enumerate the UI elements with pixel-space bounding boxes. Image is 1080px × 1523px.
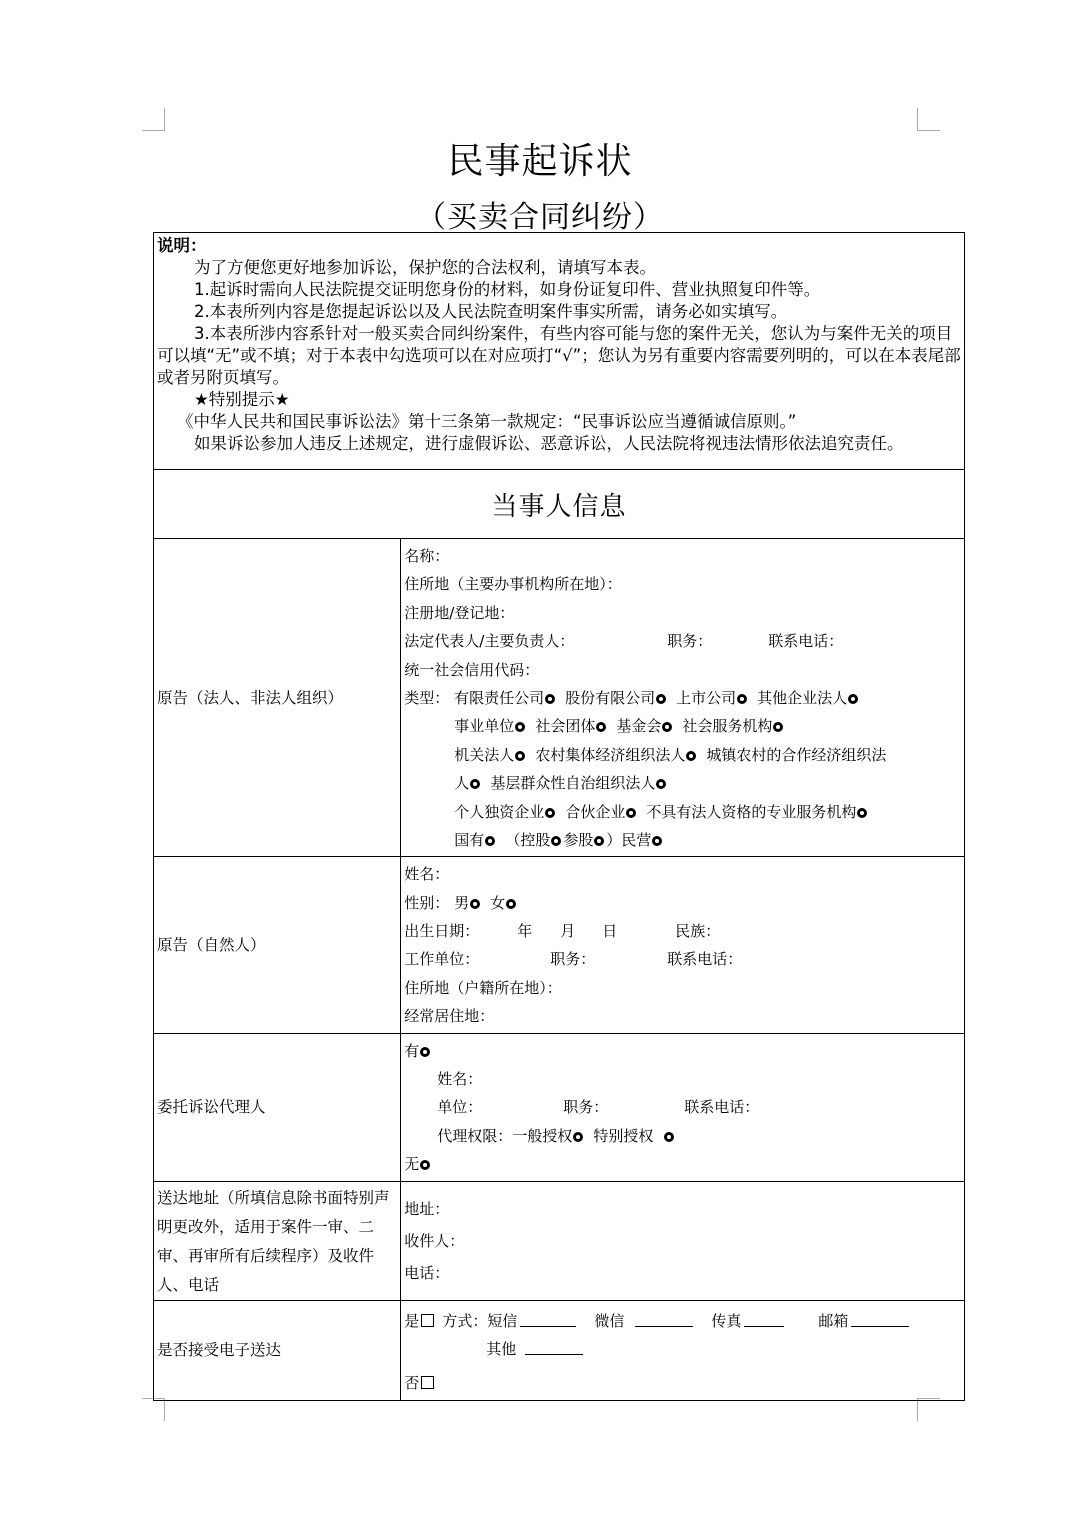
radio-circle-icon [664,1132,674,1142]
birth-date-field[interactable]: 出生日期： [404,922,480,941]
org-registered-field[interactable]: 注册地/登记地： [404,603,515,622]
person-birth-line [404,917,961,945]
plaintiff-person-row [154,857,965,1033]
radio-circle-icon [773,722,783,732]
birth-month-label: 月 [560,922,576,941]
radio-circle-icon [594,836,604,846]
agent-unit-field[interactable]: 单位： [437,1098,483,1117]
person-employer-line [404,945,961,973]
radio-circle-icon [848,694,858,704]
radio-circle-icon[interactable] [470,779,480,789]
checkbox-icon [421,1314,434,1327]
instructions [154,233,964,469]
employer-field[interactable]: 工作单位： [404,950,480,969]
other-method-field[interactable]: 其他 [486,1340,583,1358]
notes-heading: 说明： [157,236,207,255]
service-recipient-field[interactable]: 收件人： [404,1232,465,1251]
radio-circle-icon [857,808,867,818]
org-type-option[interactable]: 事业单位 [454,717,535,735]
radio-circle-icon [737,694,747,704]
org-type-option[interactable]: 其他企业法人 [757,689,868,707]
crop-mark-bottom-right [917,1398,940,1421]
electronic-other-line [404,1335,961,1363]
crop-mark-top-right [917,108,940,131]
plaintiff-person-fields [401,857,964,1032]
agent-position-field[interactable]: 职务： [563,1098,609,1117]
org-type-line-3 [404,741,961,769]
ethnicity-field[interactable]: 民族： [675,922,721,941]
agent-yes-option[interactable]: 有 [404,1037,961,1065]
agent-no-option[interactable]: 无 [404,1150,961,1178]
electronic-service-fields [401,1301,964,1400]
birth-day-label: 日 [602,922,618,941]
radio-circle-icon [506,899,516,909]
person-name-field[interactable]: 姓名： [404,865,450,884]
crop-mark-bottom-left [142,1398,165,1421]
org-type-label: 类型： [404,688,450,707]
radio-circle-icon [545,808,555,818]
checkbox-icon [421,1376,434,1389]
org-type-option[interactable]: 农村集体经济组织法人 [535,746,706,764]
org-type-option[interactable]: 股份有限公司 [565,689,676,707]
agent-row [154,1033,965,1181]
org-type-option[interactable]: 上市公司 [676,689,757,707]
electronic-service-row [154,1300,965,1400]
org-type-option[interactable]: 合伙企业 [565,803,646,821]
radio-circle-icon [573,1132,583,1142]
gender-label: 性别： [404,893,450,912]
org-legal-rep-line [404,627,961,655]
crop-mark-top-left [142,108,165,131]
org-type-option[interactable]: 不具有法人资格的专业服务机构 [646,803,877,821]
sms-field[interactable]: 短信 [487,1312,594,1330]
radio-circle-icon [485,836,495,846]
radio-circle-icon [626,808,636,818]
plaintiff-org-row [154,539,965,857]
notes-item-2: 2.本表所列内容是您提起诉讼以及人民法院查明案件事实所需，请务必如实填写。 [194,302,788,321]
legal-rep-position-field[interactable]: 职务： [667,632,713,651]
service-address-row [154,1181,965,1300]
gender-female-option[interactable]: 女 [490,894,526,912]
person-residence-field[interactable]: 经常居住地： [404,1007,495,1026]
agent-unit-line [404,1093,961,1121]
document-subtitle: （买卖合同纠纷） [416,200,664,235]
org-ownership-line [404,826,961,854]
org-type-option[interactable]: 基层群众性自治组织法人 [490,774,676,792]
radio-circle-icon [656,694,666,704]
org-type-option[interactable]: 社会服务机构 [682,717,793,735]
notes-item-1: 1.起诉时需向人民法院提交证明您身份的材料，如身份证复印件、营业执照复印件等。 [194,280,821,299]
special-authority-option[interactable]: 特别授权 [593,1127,684,1145]
service-address-fields [401,1190,964,1291]
electronic-yes-line [404,1307,961,1335]
org-credit-code-field[interactable]: 统一社会信用代码： [404,660,540,679]
electronic-service-label: 是否接受电子送达 [154,1300,401,1400]
legal-rep-phone-field[interactable]: 联系电话： [768,632,844,651]
org-type-line-1 [404,684,961,712]
person-position-field[interactable]: 职务： [550,950,596,969]
radio-circle-icon [551,836,561,846]
person-domicile-field[interactable]: 住所地（户籍所在地）： [404,978,562,997]
org-type-option[interactable]: 机关法人 [454,746,535,764]
plaintiff-org-label: 原告（法人、非法人组织） [154,539,401,857]
special-notice-heading: ★特别提示★ [194,390,290,409]
electronic-no-option[interactable]: 否 [404,1369,961,1397]
fax-field[interactable]: 传真 [711,1312,818,1330]
agent-name-field[interactable]: 姓名： [437,1070,483,1089]
birth-year-label: 年 [517,922,533,941]
radio-circle-icon [515,722,525,732]
electronic-yes-option[interactable]: 是 [404,1312,442,1330]
email-field[interactable]: 邮箱 [818,1312,909,1330]
ownership-private-option[interactable]: ）民营 [606,831,672,849]
org-address-field[interactable]: 住所地（主要办事机构所在地）： [404,575,622,594]
notes-item-3: 3.本表所涉内容系针对一般买卖合同纠纷案件，有些内容可能与您的案件无关，您认为与案件无关的项目可以填“无”或不填；对于本表中勾选项可以在对应项打“√”；您认为另有重要内容需要列明的，可以在本表尾部或者另附页填写。 [157,324,961,387]
gender-male-option[interactable]: 男 [454,894,490,912]
notes-row [154,233,965,470]
agent-fields [401,1034,964,1181]
complaint-form-table [153,232,965,1401]
org-type-option[interactable]: 基金会 [616,717,682,735]
radio-circle-icon [420,1047,430,1057]
radio-circle-icon [686,751,696,761]
ownership-holding-option[interactable]: （控股 [505,831,563,849]
ownership-state-option[interactable]: 国有 [454,831,505,849]
false-litigation-warning: 如果诉讼参加人违反上述规定，进行虚假诉讼、恶意诉讼，人民法院将视违法情形依法追究责任。 [194,434,904,453]
org-type-option[interactable]: 社会团体 [535,717,616,735]
person-phone-field[interactable]: 联系电话： [667,950,743,969]
radio-circle-icon [596,722,606,732]
method-label: 方式： [442,1311,488,1330]
radio-circle-icon [652,836,662,846]
agent-phone-field[interactable]: 联系电话： [684,1098,760,1117]
org-type-option[interactable]: 个人独资企业 [454,803,565,821]
party-section-title: 当事人信息 [154,470,965,539]
legal-rep-field[interactable]: 法定代表人/主要负责人： [404,632,575,651]
radio-circle-icon [470,899,480,909]
org-type-continuation: 人 [454,774,470,793]
radio-circle-icon [420,1160,430,1170]
org-type-option[interactable]: 有限责任公司 [454,689,565,707]
document-title: 民事起诉状 [447,141,633,182]
service-address-field[interactable]: 地址： [404,1200,450,1219]
person-gender-line [404,889,961,917]
radio-circle-icon [656,779,666,789]
law-citation: 《中华人民共和国民事诉讼法》第十三条第一款规定：“民事诉讼应当遵循诚信原则。” [177,412,797,431]
agent-label: 委托诉讼代理人 [154,1033,401,1181]
org-type-line-2 [404,712,961,740]
authority-label: 代理权限： [437,1126,513,1145]
org-type-line-4 [404,769,961,797]
plaintiff-person-label: 原告（自然人） [154,857,401,1033]
org-name-field[interactable]: 名称： [404,547,450,565]
notes-intro: 为了方便您更好地参加诉讼，保护您的合法权利，请填写本表。 [194,258,656,277]
service-address-label: 送达地址（所填信息除书面特别声明更改外，适用于案件一审、二审、再审所有后续程序）及收件人、电话 [154,1181,401,1300]
radio-circle-icon [515,751,525,761]
org-type-line-5 [404,798,961,826]
plaintiff-org-fields [401,539,964,856]
ownership-stake-option[interactable]: 参股 [563,831,606,849]
radio-circle-icon [662,722,672,732]
wechat-field[interactable]: 微信 [594,1312,711,1330]
org-type-option-text[interactable]: 城镇农村的合作经济组织法 [706,745,887,764]
radio-circle-icon [545,694,555,704]
party-section-header-row [154,470,965,539]
service-phone-field[interactable]: 电话： [404,1264,450,1283]
general-authority-option[interactable]: 一般授权 [512,1127,593,1145]
agent-authority-line [404,1122,961,1150]
